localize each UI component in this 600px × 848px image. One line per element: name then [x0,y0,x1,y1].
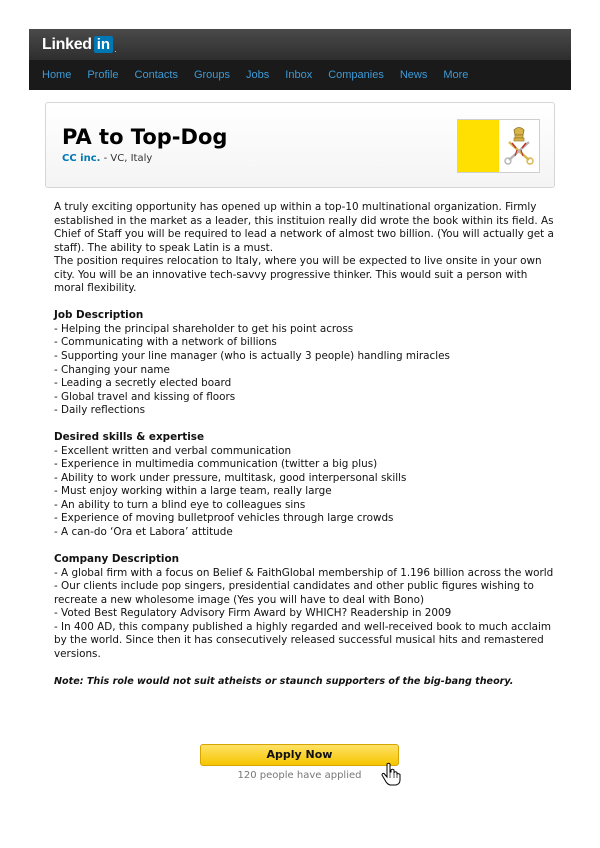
list-item: - Global travel and kissing of floors [54,390,236,403]
job-location: - VC, Italy [100,153,153,164]
company-line [62,153,152,164]
list-item: - Changing your name [54,363,170,376]
nav-contacts[interactable]: Contacts [134,69,178,81]
job-description-body [54,201,554,689]
list-item: - Experience in multimedia communication (twitter a big plus) [54,458,378,471]
apply-now-button[interactable]: Apply Now [200,744,399,766]
logo-dot: . [114,43,117,54]
applicant-count: 120 people have applied [237,770,362,781]
list-item: - Voted Best Regulatory Advisory Firm Award by WHICH? Readership in 2009 [54,607,452,620]
hand-pointer-icon [380,762,402,786]
papal-emblem-icon [503,126,535,166]
nav-news[interactable]: News [399,69,428,81]
list-item: - Experience of moving bulletproof vehicles through large crowds [54,512,394,525]
main-nav [42,69,484,81]
list-item: - Our clients include pop singers, presidential candidates and other public figures wishing to recreate a new wholesome image (Yes you will have to deal with Bono) [54,580,534,606]
list-item: - Daily reflections [54,404,146,417]
disclaimer-note: Note: This role would not suit atheists or staunch supporters of the big-bang theory. [54,675,514,687]
intro-paragraph: A truly exciting opportunity has opened up within a top-10 multinational organization. Firmly established in the market as a leader, this instituion really did wrote the book within its field. As Chief of Staff you will be required to lead a network of almost two billion. (You will actually get a staff). The ability to speak Latin is a must. [54,201,554,254]
flag-yellow-half [458,120,499,172]
nav-groups[interactable]: Groups [193,69,231,81]
company-link[interactable]: CC inc. [62,153,101,164]
intro-paragraph: The position requires relocation to Italy, where you will be expected to live onsite in your own city. You will be an innovative tech-savvy progressive thinker. This would suit a person with moral flexibility. [54,255,542,295]
list-item: - A can-do ‘Ora et Labora’ attitude [54,526,233,539]
logo-row [29,29,571,60]
logo-text: Linked [42,35,92,53]
nav-companies[interactable]: Companies [328,69,384,81]
list-item: - Communicating with a network of billions [54,336,277,349]
list-item: - Supporting your line manager (who is actually 3 people) handling miracles [54,349,450,362]
list-item: - In 400 AD, this company published a highly regarded and well-received book to much acclaim by the world. Since then it has consecutively released successful musical hits and remastered versions. [54,620,552,660]
section-title-company-description: Company Description [54,553,180,566]
list-item: - Must enjoy working within a large team, really large [54,485,332,498]
logo-box: in [94,36,113,53]
nav-home[interactable]: Home [42,69,72,81]
nav-inbox[interactable]: Inbox [285,69,313,81]
list-item: - An ability to turn a blind eye to colleagues sins [54,498,306,511]
list-item: - Ability to work under pressure, multitask, good interpersonal skills [54,471,407,484]
nav-jobs[interactable]: Jobs [246,69,270,81]
section-title-desired-skills: Desired skills & expertise [54,431,205,444]
list-item: - A global firm with a focus on Belief & FaithGlobal membership of 1.196 billion across the world [54,566,554,579]
top-navigation-bar [29,29,571,90]
nav-more[interactable]: More [443,69,469,81]
list-item: - Leading a secretly elected board [54,377,232,390]
job-title: PA to Top-Dog [62,125,228,149]
nav-profile[interactable]: Profile [87,69,119,81]
job-header-card [45,102,555,188]
list-item: - Excellent written and verbal communication [54,444,292,457]
flag-white-half [499,120,540,172]
linkedin-logo[interactable] [42,35,117,54]
intro-text [54,201,554,296]
list-item: - Helping the principal shareholder to get his point across [54,322,354,335]
section-title-job-description: Job Description [54,309,144,322]
company-flag-logo [457,119,540,173]
